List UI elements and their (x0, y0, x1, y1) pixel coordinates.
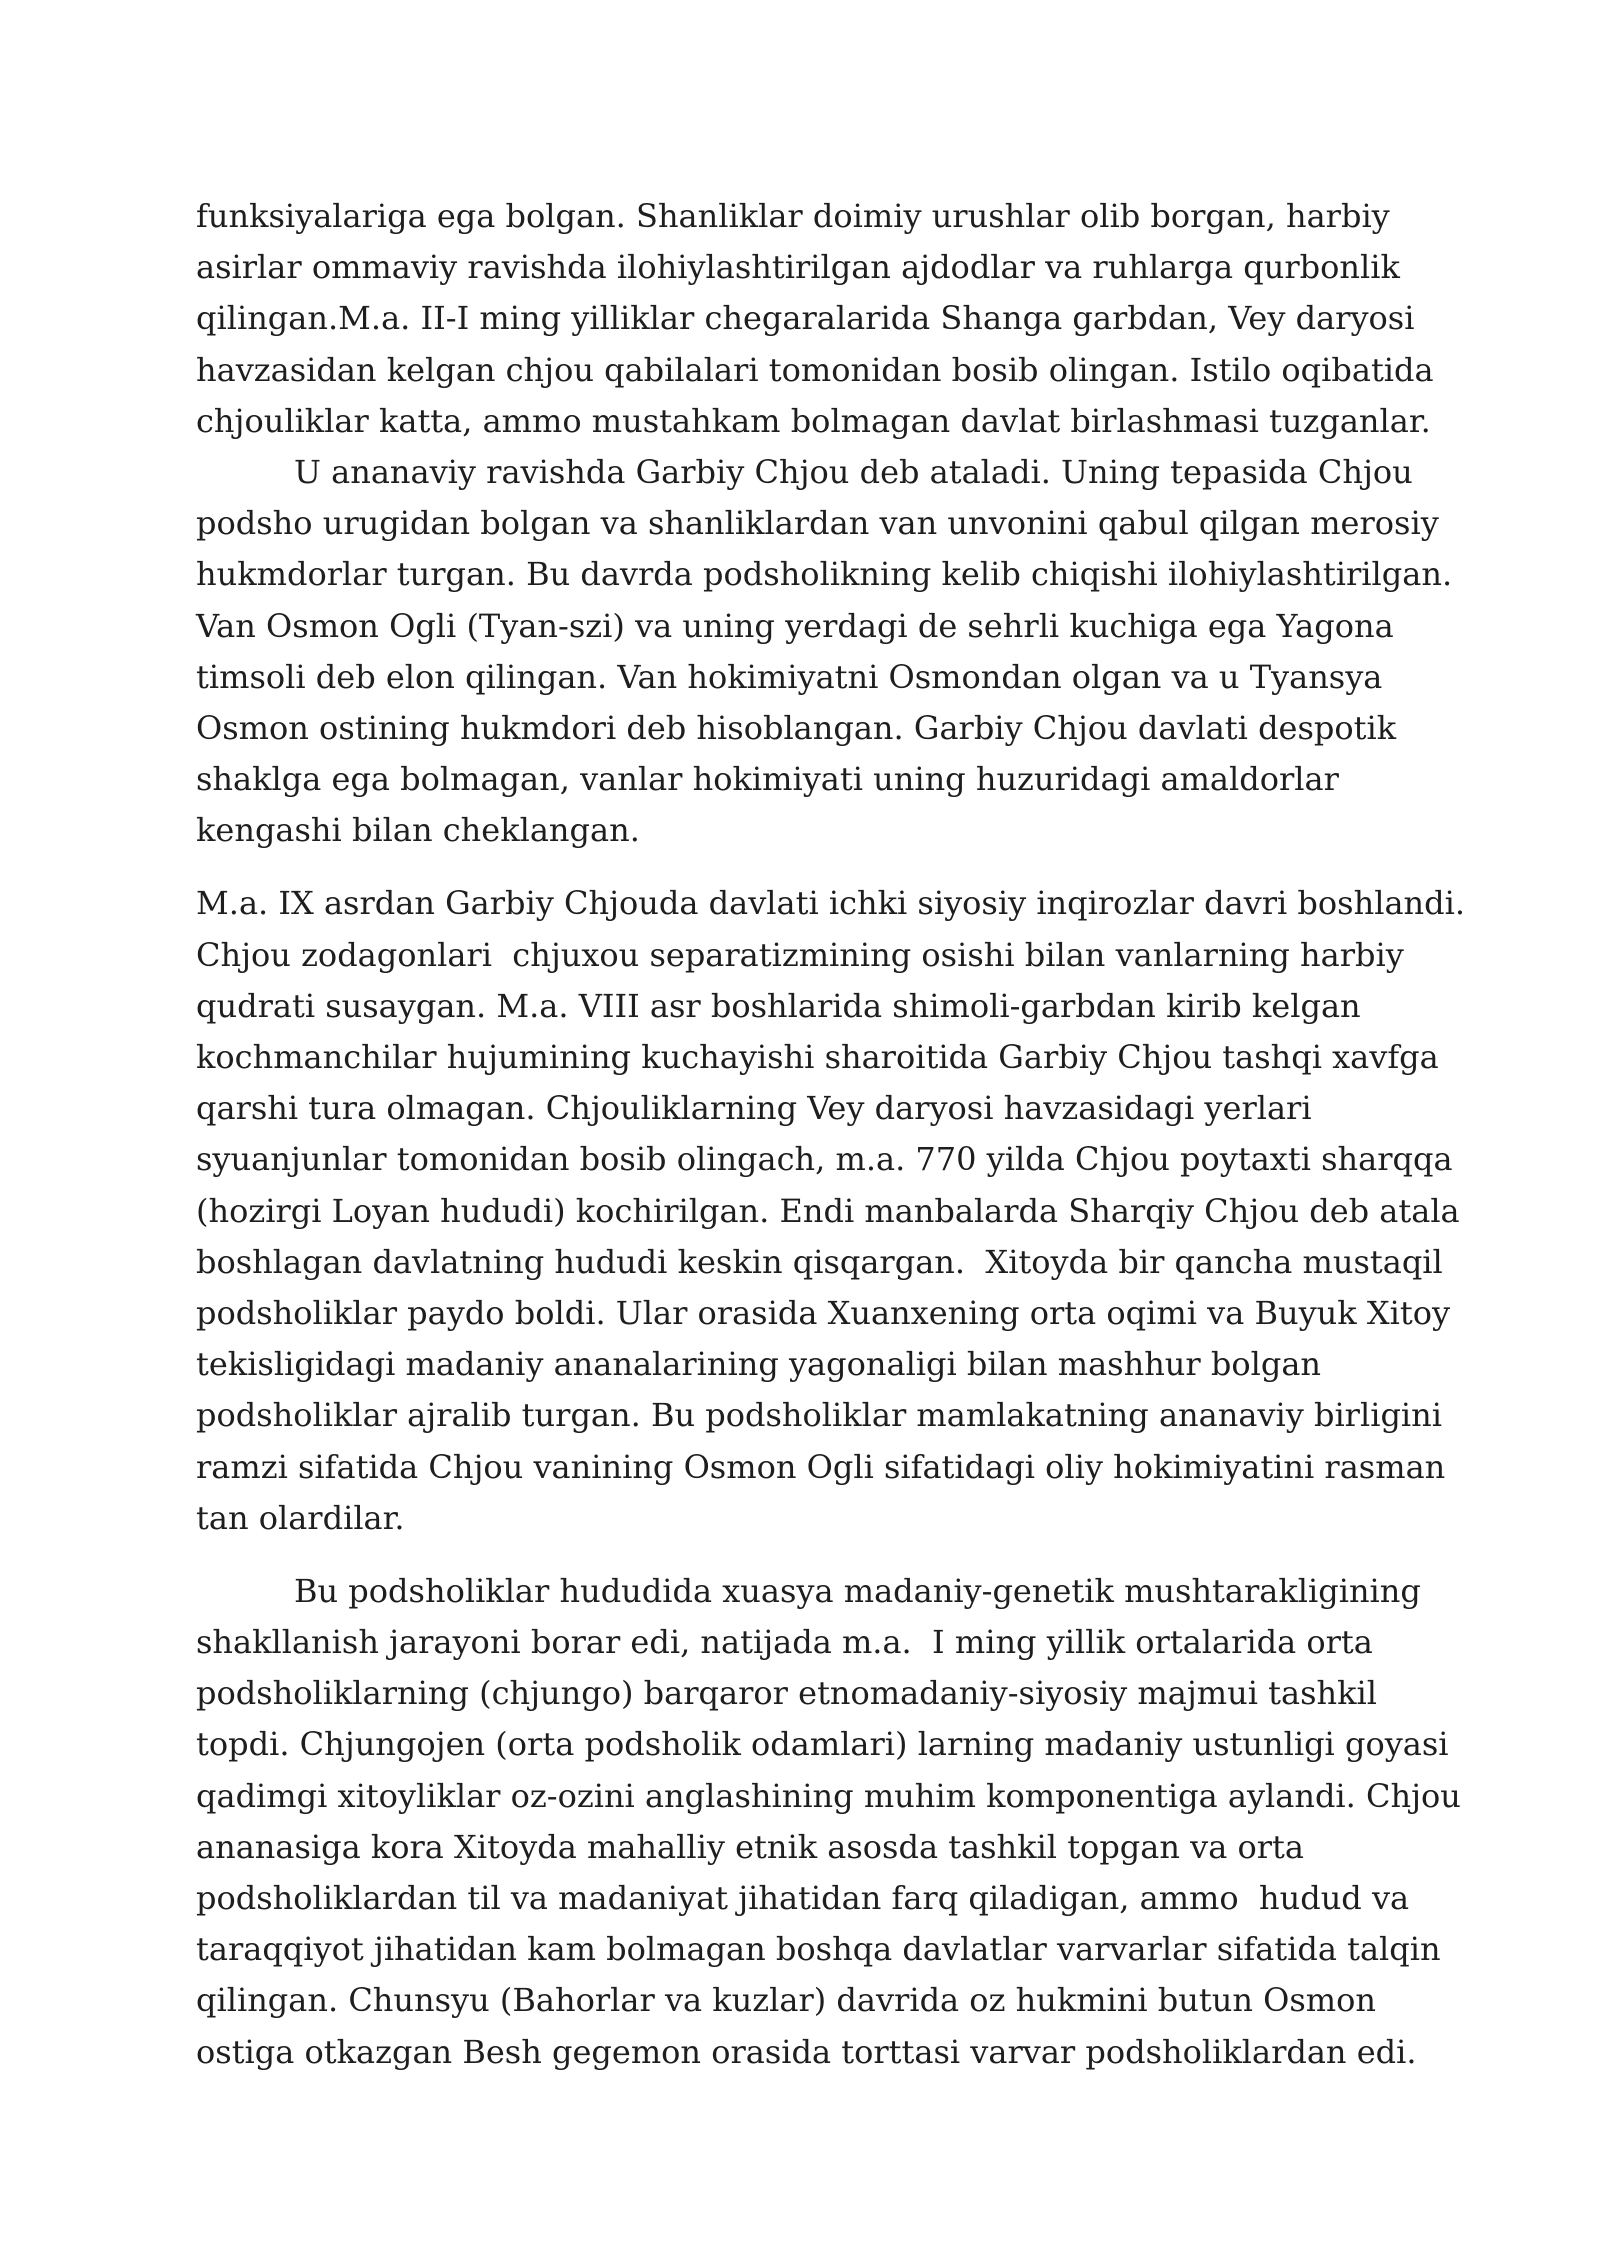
text-line: syuanjunlar tomonidan bosib olingach, m.a. 770 yilda Chjou poytaxti sharqqa (196, 1140, 1453, 1179)
paragraph-1 (196, 191, 1446, 447)
text-line: ramzi sifatida Chjou vanining Osmon Ogli sifatidagi oliy hokimiyatini rasman (196, 1447, 1446, 1486)
text-line: podsho urugidan bolgan va shanliklardan van unvonini qabul qilgan merosiy (196, 504, 1439, 543)
text-line: podsholiklarning (chjungo) barqaror etnomadaniy-siyosiy majmui tashkil (196, 1674, 1377, 1713)
paragraph-4 (196, 1566, 1461, 2078)
text-line: kengashi bilan cheklangan. (196, 811, 640, 850)
text-line: asirlar ommaviy ravishda ilohiylashtirilgan ajdodlar va ruhlarga qurbonlik (196, 248, 1400, 287)
text-line: shaklga ega bolmagan, vanlar hokimiyati uning huzuridagi amaldorlar (196, 760, 1339, 799)
text-line: timsoli deb elon qilingan. Van hokimiyatni Osmondan olgan va u Tyansya (196, 657, 1383, 696)
text-line: U ananaviy ravishda Garbiy Chjou deb ataladi. Uning tepasida Chjou (294, 452, 1413, 491)
text-line: hukmdorlar turgan. Bu davrda podsholikning kelib chiqishi ilohiylashtirilgan. (196, 555, 1453, 594)
text-line: funksiyalariga ega bolgan. Shanliklar doimiy urushlar olib borgan, harbiy (196, 197, 1390, 235)
text-line: ananasiga kora Xitoyda mahalliy etnik asosda tashkil topgan va orta (196, 1827, 1304, 1866)
text-line: Chjou zodagonlari chjuxou separatizmining osishi bilan vanlarning harbiy (196, 935, 1404, 974)
document-body (196, 191, 1466, 2078)
text-line: qarshi tura olmagan. Chjouliklarning Vey daryosi havzasidagi yerlari (196, 1089, 1312, 1128)
text-line: Van Osmon Ogli (Tyan-szi) va uning yerdagi de sehrli kuchiga ega Yagona (196, 606, 1394, 645)
text-line: (hozirgi Loyan hududi) kochirilgan. Endi manbalarda Sharqiy Chjou deb atala (196, 1191, 1460, 1230)
text-line: qilingan.M.a. II-I ming yilliklar chegaralarida Shanga garbdan, Vey daryosi (196, 299, 1415, 338)
text-line: M.a. IX asrdan Garbiy Chjouda davlati ichki siyosiy inqirozlar davri boshlandi. (196, 884, 1466, 923)
text-line: podsholiklar ajralib turgan. Bu podsholiklar mamlakatning ananaviy birligini (196, 1396, 1442, 1435)
text-line: qilingan. Chunsyu (Bahorlar va kuzlar) davrida oz hukmini butun Osmon (196, 1981, 1377, 2020)
text-line: Osmon ostining hukmdori deb hisoblangan. Garbiy Chjou davlati despotik (196, 708, 1397, 747)
text-line: qudrati susaygan. M.a. VIII asr boshlarida shimoli-garbdan kirib kelgan (196, 986, 1361, 1025)
text-line: kochmanchilar hujumining kuchayishi sharoitida Garbiy Chjou tashqi xavfga (196, 1038, 1439, 1076)
text-line: tekisligidagi madaniy ananalarining yagonaligi bilan mashhur bolgan (196, 1345, 1322, 1384)
text-line: chjouliklar katta, ammo mustahkam bolmagan davlat birlashmasi tuzganlar. (196, 401, 1431, 440)
paragraph-3 (196, 878, 1466, 1543)
text-line: Bu podsholiklar hududida xuasya madaniy-genetik mushtarakligining (294, 1571, 1421, 1610)
text-line: ostiga otkazgan Besh gegemon orasida torttasi varvar podsholiklardan edi. (196, 2032, 1417, 2071)
text-line: podsholiklardan til va madaniyat jihatidan farq qiladigan, ammo hudud va (196, 1879, 1410, 1917)
text-line: boshlagan davlatning hududi keskin qisqargan. Xitoyda bir qancha mustaqil (196, 1242, 1443, 1281)
text-line: havzasidan kelgan chjou qabilalari tomonidan bosib olingan. Istilo oqibatida (196, 350, 1434, 389)
text-line: podsholiklar paydo boldi. Ular orasida Xuanxening orta oqimi va Buyuk Xitoy (196, 1293, 1451, 1332)
text-line: qadimgi xitoyliklar oz-ozini anglashining muhim komponentiga aylandi. Chjou (196, 1776, 1461, 1815)
text-line: tan olardilar. (196, 1498, 405, 1537)
paragraph-2 (196, 447, 1453, 857)
text-line: taraqqiyot jihatidan kam bolmagan boshqa davlatlar varvarlar sifatida talqin (196, 1930, 1441, 1969)
text-line: shakllanish jarayoni borar edi, natijada m.a. I ming yillik ortalarida orta (196, 1623, 1373, 1662)
text-line: topdi. Chjungojen (orta podsholik odamlari) larning madaniy ustunligi goyasi (196, 1725, 1449, 1764)
